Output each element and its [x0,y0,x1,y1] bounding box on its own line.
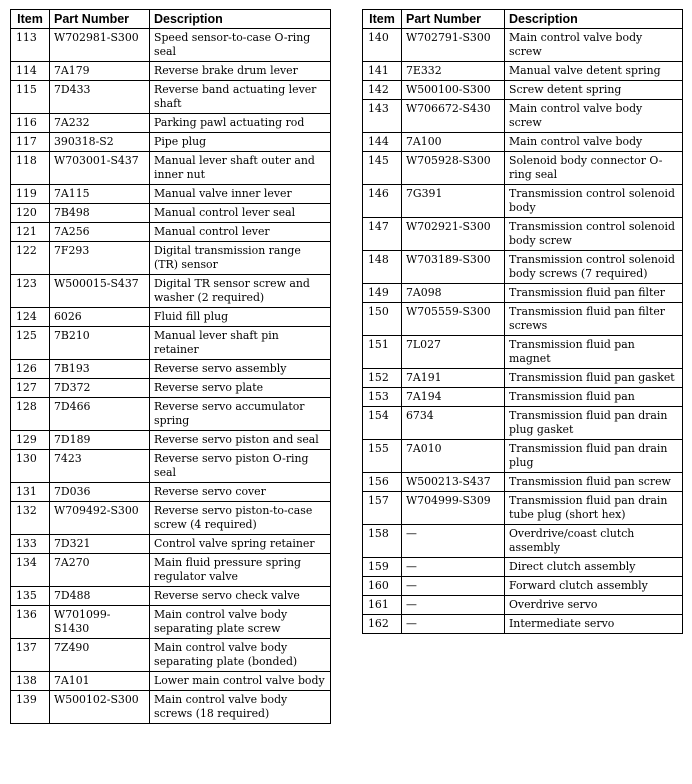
part-number-cell: W706672-S430 [402,100,505,133]
description-cell: Digital transmission range (TR) sensor [150,242,331,275]
table-row [11,691,331,724]
item-cell: 147 [363,218,402,251]
part-number-cell: W500213-S437 [402,473,505,492]
part-number-cell: 7A100 [402,133,505,152]
description-cell: Transmission fluid pan gasket [505,369,683,388]
description-cell: Pipe plug [150,133,331,152]
table-row [363,62,683,81]
part-number-cell: 7D433 [50,81,150,114]
item-cell: 144 [363,133,402,152]
header-part-number: Part Number [402,10,505,29]
part-number-cell: 7B210 [50,327,150,360]
item-cell: 157 [363,492,402,525]
table-row [11,360,331,379]
item-cell: 118 [11,152,50,185]
item-cell: 132 [11,502,50,535]
part-number-cell: 7D488 [50,587,150,606]
description-cell: Manual control lever [150,223,331,242]
part-number-cell: 7A179 [50,62,150,81]
part-number-cell: 7F293 [50,242,150,275]
table-row [11,483,331,502]
table-row [363,615,683,634]
table-row [363,407,683,440]
part-number-cell: 7L027 [402,336,505,369]
description-cell: Lower main control valve body [150,672,331,691]
part-number-cell: 6734 [402,407,505,440]
item-cell: 149 [363,284,402,303]
table-row [363,336,683,369]
table-row [11,639,331,672]
item-cell: 140 [363,29,402,62]
item-cell: 115 [11,81,50,114]
item-cell: 122 [11,242,50,275]
table-row [11,242,331,275]
table-row [363,133,683,152]
description-cell: Reverse brake drum lever [150,62,331,81]
header-part-number: Part Number [50,10,150,29]
item-cell: 124 [11,308,50,327]
description-cell: Transmission control solenoid body screw [505,218,683,251]
description-cell: Transmission fluid pan drain tube plug (short hex) [505,492,683,525]
item-cell: 126 [11,360,50,379]
table-row [11,275,331,308]
description-cell: Fluid fill plug [150,308,331,327]
item-cell: 137 [11,639,50,672]
item-cell: 136 [11,606,50,639]
part-number-cell: 390318-S2 [50,133,150,152]
description-cell: Solenoid body connector O-ring seal [505,152,683,185]
item-cell: 130 [11,450,50,483]
description-cell: Transmission fluid pan screw [505,473,683,492]
description-cell: Main control valve body [505,133,683,152]
part-number-cell: 7D466 [50,398,150,431]
table-row [363,251,683,284]
item-cell: 150 [363,303,402,336]
table-row [11,450,331,483]
part-number-cell: 7Z490 [50,639,150,672]
description-cell: Transmission control solenoid body [505,185,683,218]
part-number-cell: 7D189 [50,431,150,450]
part-number-cell: 7423 [50,450,150,483]
item-cell: 162 [363,615,402,634]
item-cell: 127 [11,379,50,398]
item-cell: 155 [363,440,402,473]
part-number-cell: 6026 [50,308,150,327]
item-cell: 158 [363,525,402,558]
part-number-cell: 7E332 [402,62,505,81]
part-number-cell: 7D372 [50,379,150,398]
header-item: Item [11,10,50,29]
description-cell: Reverse band actuating lever shaft [150,81,331,114]
part-number-cell: 7A098 [402,284,505,303]
part-number-cell: 7B193 [50,360,150,379]
part-number-cell: — [402,577,505,596]
description-cell: Main control valve body screw [505,29,683,62]
item-cell: 129 [11,431,50,450]
item-cell: 159 [363,558,402,577]
part-number-cell: 7D036 [50,483,150,502]
description-cell: Main control valve body separating plate (bonded) [150,639,331,672]
description-cell: Reverse servo piston O-ring seal [150,450,331,483]
item-cell: 113 [11,29,50,62]
item-cell: 133 [11,535,50,554]
item-cell: 123 [11,275,50,308]
parts-table-left [10,9,331,724]
description-cell: Screw detent spring [505,81,683,100]
description-cell: Parking pawl actuating rod [150,114,331,133]
table-row [11,606,331,639]
description-cell: Main fluid pressure spring regulator valve [150,554,331,587]
item-cell: 146 [363,185,402,218]
table-row [363,558,683,577]
table-row [11,587,331,606]
part-number-cell: — [402,525,505,558]
item-cell: 114 [11,62,50,81]
table-row [11,431,331,450]
part-number-cell: W702791-S300 [402,29,505,62]
table-header-row [363,10,683,29]
description-cell: Manual valve inner lever [150,185,331,204]
table-row [363,152,683,185]
description-cell: Main control valve body separating plate screw [150,606,331,639]
table-row [11,81,331,114]
table-row [11,223,331,242]
description-cell: Forward clutch assembly [505,577,683,596]
part-number-cell: 7A115 [50,185,150,204]
table-row [363,218,683,251]
table-row [11,327,331,360]
description-cell: Speed sensor-to-case O-ring seal [150,29,331,62]
table-row [11,554,331,587]
item-cell: 142 [363,81,402,100]
part-number-cell: 7A010 [402,440,505,473]
table-row [363,303,683,336]
description-cell: Manual control lever seal [150,204,331,223]
description-cell: Overdrive/coast clutch assembly [505,525,683,558]
table-row [11,379,331,398]
item-cell: 145 [363,152,402,185]
part-number-cell: W703001-S437 [50,152,150,185]
description-cell: Transmission fluid pan filter [505,284,683,303]
item-cell: 139 [11,691,50,724]
part-number-cell: 7A191 [402,369,505,388]
part-number-cell: — [402,558,505,577]
part-number-cell: W702981-S300 [50,29,150,62]
description-cell: Reverse servo piston and seal [150,431,331,450]
part-number-cell: 7A270 [50,554,150,587]
item-cell: 120 [11,204,50,223]
description-cell: Digital TR sensor screw and washer (2 required) [150,275,331,308]
table-row [363,100,683,133]
item-cell: 141 [363,62,402,81]
part-number-cell: W704999-S309 [402,492,505,525]
part-number-cell: — [402,596,505,615]
description-cell: Overdrive servo [505,596,683,615]
part-number-cell: W705559-S300 [402,303,505,336]
description-cell: Transmission fluid pan filter screws [505,303,683,336]
description-cell: Transmission fluid pan drain plug [505,440,683,473]
table-row [363,388,683,407]
part-number-cell: 7A194 [402,388,505,407]
table-row [11,29,331,62]
part-number-cell: W702921-S300 [402,218,505,251]
table-row [11,114,331,133]
header-description: Description [150,10,331,29]
part-number-cell: W705928-S300 [402,152,505,185]
table-row [363,577,683,596]
part-number-cell: 7B498 [50,204,150,223]
item-cell: 154 [363,407,402,440]
table-row [11,308,331,327]
table-row [11,535,331,554]
item-cell: 143 [363,100,402,133]
header-description: Description [505,10,683,29]
part-number-cell: 7A101 [50,672,150,691]
table-header-row [11,10,331,29]
item-cell: 116 [11,114,50,133]
item-cell: 135 [11,587,50,606]
item-cell: 121 [11,223,50,242]
description-cell: Reverse servo assembly [150,360,331,379]
table-row [11,672,331,691]
description-cell: Intermediate servo [505,615,683,634]
description-cell: Reverse servo accumulator spring [150,398,331,431]
part-number-cell: W703189-S300 [402,251,505,284]
description-cell: Main control valve body screw [505,100,683,133]
table-row [363,284,683,303]
part-number-cell: — [402,615,505,634]
header-item: Item [363,10,402,29]
table-row [11,152,331,185]
description-cell: Transmission fluid pan drain plug gasket [505,407,683,440]
item-cell: 131 [11,483,50,502]
item-cell: 161 [363,596,402,615]
table-row [11,133,331,152]
description-cell: Control valve spring retainer [150,535,331,554]
table-row [363,596,683,615]
table-row [11,398,331,431]
table-row [363,473,683,492]
part-number-cell: 7A232 [50,114,150,133]
description-cell: Transmission fluid pan magnet [505,336,683,369]
part-number-cell: 7A256 [50,223,150,242]
part-number-cell: W709492-S300 [50,502,150,535]
description-cell: Reverse servo check valve [150,587,331,606]
description-cell: Direct clutch assembly [505,558,683,577]
item-cell: 125 [11,327,50,360]
table-row [363,525,683,558]
item-cell: 148 [363,251,402,284]
item-cell: 160 [363,577,402,596]
description-cell: Manual lever shaft outer and inner nut [150,152,331,185]
description-cell: Reverse servo cover [150,483,331,502]
parts-table-right [362,9,683,634]
item-cell: 152 [363,369,402,388]
item-cell: 156 [363,473,402,492]
description-cell: Manual valve detent spring [505,62,683,81]
item-cell: 134 [11,554,50,587]
table-row [11,62,331,81]
table-row [363,492,683,525]
description-cell: Reverse servo piston-to-case screw (4 required) [150,502,331,535]
part-number-cell: 7D321 [50,535,150,554]
item-cell: 117 [11,133,50,152]
table-row [363,29,683,62]
item-cell: 151 [363,336,402,369]
part-number-cell: 7G391 [402,185,505,218]
table-row [11,185,331,204]
item-cell: 153 [363,388,402,407]
description-cell: Transmission control solenoid body screws (7 required) [505,251,683,284]
description-cell: Main control valve body screws (18 required) [150,691,331,724]
description-cell: Manual lever shaft pin retainer [150,327,331,360]
table-row [11,204,331,223]
part-number-cell: W500015-S437 [50,275,150,308]
table-row [11,502,331,535]
description-cell: Transmission fluid pan [505,388,683,407]
item-cell: 138 [11,672,50,691]
part-number-cell: W500100-S300 [402,81,505,100]
table-row [363,81,683,100]
table-row [363,185,683,218]
part-number-cell: W500102-S300 [50,691,150,724]
item-cell: 128 [11,398,50,431]
description-cell: Reverse servo plate [150,379,331,398]
table-row [363,440,683,473]
table-row [363,369,683,388]
item-cell: 119 [11,185,50,204]
part-number-cell: W701099-S1430 [50,606,150,639]
